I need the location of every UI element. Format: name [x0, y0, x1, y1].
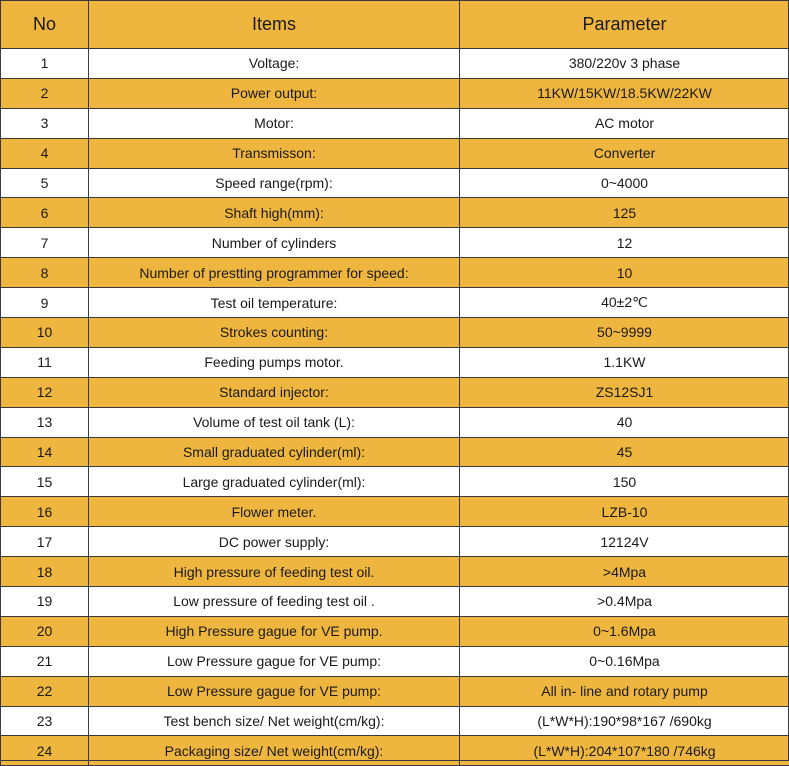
row-parameter: 40: [460, 407, 789, 437]
row-parameter: 380/220v 3 phase: [460, 49, 789, 79]
row-number: 10: [1, 318, 89, 348]
table-row: [1, 138, 789, 168]
table-row: [1, 78, 789, 108]
row-item: Low Pressure gague for VE pump:: [89, 676, 460, 706]
row-item: Transmisson:: [89, 138, 460, 168]
row-parameter: 10: [460, 258, 789, 288]
row-parameter: ZS12SJ1: [460, 377, 789, 407]
row-item: Feeding pumps motor.: [89, 347, 460, 377]
row-number: 12: [1, 377, 89, 407]
row-number: 16: [1, 497, 89, 527]
row-parameter: AC motor: [460, 108, 789, 138]
table-row: [1, 228, 789, 258]
row-number: 7: [1, 228, 89, 258]
row-parameter: >0.4Mpa: [460, 587, 789, 617]
row-number: 22: [1, 676, 89, 706]
row-item: Voltage:: [89, 49, 460, 79]
row-item: Test oil temperature:: [89, 288, 460, 318]
row-item: Low pressure of feeding test oil .: [89, 587, 460, 617]
row-number: 18: [1, 557, 89, 587]
row-parameter: 50~9999: [460, 318, 789, 348]
table-row: [1, 288, 789, 318]
row-item: Low Pressure gague for VE pump:: [89, 646, 460, 676]
table-row: [1, 49, 789, 79]
row-number: 11: [1, 347, 89, 377]
row-number: 5: [1, 168, 89, 198]
row-number: 17: [1, 527, 89, 557]
row-parameter: 45: [460, 437, 789, 467]
row-item: Flower meter.: [89, 497, 460, 527]
row-number: 20: [1, 616, 89, 646]
row-number: 4: [1, 138, 89, 168]
row-parameter: Converter: [460, 138, 789, 168]
row-parameter: 1.1KW: [460, 347, 789, 377]
row-number: 14: [1, 437, 89, 467]
table-row: [1, 258, 789, 288]
row-item: DC power supply:: [89, 527, 460, 557]
table-row: [1, 377, 789, 407]
row-number: 1: [1, 49, 89, 79]
row-number: 3: [1, 108, 89, 138]
row-item: Volume of test oil tank (L):: [89, 407, 460, 437]
row-item: Packaging size/ Net weight(cm/kg):: [89, 736, 460, 766]
row-parameter: LZB-10: [460, 497, 789, 527]
table-row: [1, 168, 789, 198]
row-number: 8: [1, 258, 89, 288]
row-parameter: 12: [460, 228, 789, 258]
row-item: High Pressure gague for VE pump.: [89, 616, 460, 646]
row-parameter: 40±2℃: [460, 288, 789, 318]
table-row: [1, 706, 789, 736]
table-row: [1, 198, 789, 228]
row-item: Speed range(rpm):: [89, 168, 460, 198]
table-header-row: [1, 1, 789, 49]
table-row: [1, 108, 789, 138]
row-number: 9: [1, 288, 89, 318]
row-item: Standard injector:: [89, 377, 460, 407]
row-parameter: 125: [460, 198, 789, 228]
row-number: 19: [1, 587, 89, 617]
table-body: [1, 49, 789, 766]
row-item: Shaft high(mm):: [89, 198, 460, 228]
row-parameter: 12124V: [460, 527, 789, 557]
table-row: [1, 646, 789, 676]
column-header-parameter: Parameter: [460, 1, 789, 49]
row-item: Test bench size/ Net weight(cm/kg):: [89, 706, 460, 736]
table-row: [1, 497, 789, 527]
table-row: [1, 587, 789, 617]
row-parameter: 11KW/15KW/18.5KW/22KW: [460, 78, 789, 108]
row-item: Strokes counting:: [89, 318, 460, 348]
row-number: 2: [1, 78, 89, 108]
row-parameter: 0~0.16Mpa: [460, 646, 789, 676]
table-row: [1, 736, 789, 766]
table-row: [1, 467, 789, 497]
row-parameter: 150: [460, 467, 789, 497]
table-row: [1, 676, 789, 706]
row-number: 15: [1, 467, 89, 497]
table-row: [1, 527, 789, 557]
row-item: Number of cylinders: [89, 228, 460, 258]
row-number: 6: [1, 198, 89, 228]
row-item: Small graduated cylinder(ml):: [89, 437, 460, 467]
row-number: 24: [1, 736, 89, 766]
row-parameter: 0~4000: [460, 168, 789, 198]
table-row: [1, 557, 789, 587]
row-item: Motor:: [89, 108, 460, 138]
table-row: [1, 407, 789, 437]
row-parameter: >4Mpa: [460, 557, 789, 587]
row-number: 23: [1, 706, 89, 736]
column-header-no: No: [1, 1, 89, 49]
table-row: [1, 616, 789, 646]
row-number: 21: [1, 646, 89, 676]
row-item: Power output:: [89, 78, 460, 108]
table-row: [1, 318, 789, 348]
row-parameter: 0~1.6Mpa: [460, 616, 789, 646]
row-item: High pressure of feeding test oil.: [89, 557, 460, 587]
row-parameter: (L*W*H):190*98*167 /690kg: [460, 706, 789, 736]
row-parameter: All in- line and rotary pump: [460, 676, 789, 706]
table-row: [1, 437, 789, 467]
table-row: [1, 347, 789, 377]
row-item: Large graduated cylinder(ml):: [89, 467, 460, 497]
row-number: 13: [1, 407, 89, 437]
row-item: Number of prestting programmer for speed:: [89, 258, 460, 288]
row-parameter: (L*W*H):204*107*180 /746kg: [460, 736, 789, 766]
column-header-items: Items: [89, 1, 460, 49]
